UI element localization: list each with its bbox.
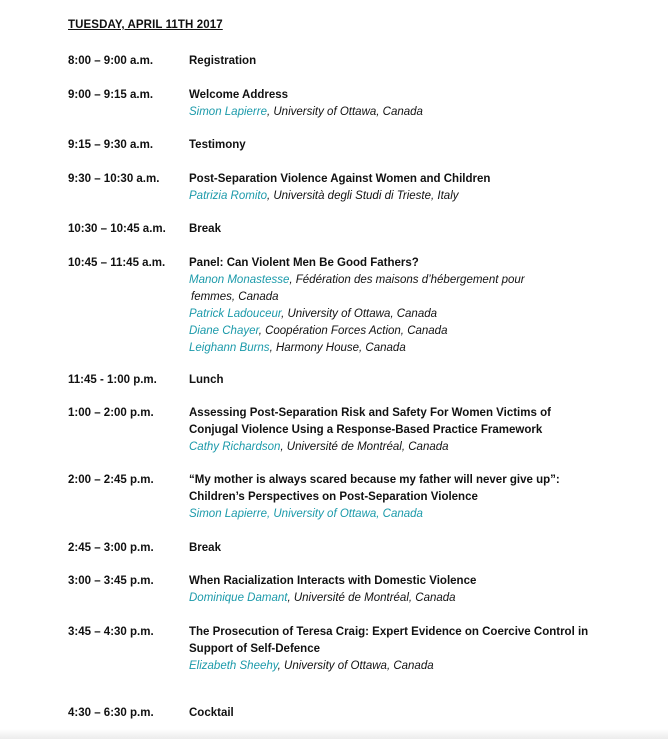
speaker-affiliation: , University of Ottawa, Canada <box>277 660 434 672</box>
session-title-line: Support of Self-Defence <box>189 643 320 655</box>
session-content <box>189 472 619 523</box>
speaker-affiliation: , University of Ottawa, Canada <box>266 508 423 520</box>
session-time: 3:00 – 3:45 p.m. <box>68 575 154 587</box>
session-title-line: The Prosecution of Teresa Craig: Expert Evidence on Coercive Control in <box>189 626 589 638</box>
speaker <box>189 590 619 607</box>
speaker-affiliation: , Université de Montréal, Canada <box>280 441 449 453</box>
session-title: Panel: Can Violent Men Be Good Fathers? <box>189 257 419 269</box>
speaker <box>189 306 619 323</box>
session-title: Break <box>189 542 221 554</box>
speaker <box>189 323 619 340</box>
session-time: 3:45 – 4:30 p.m. <box>68 626 154 638</box>
session-content <box>189 171 619 205</box>
session-title: Break <box>189 223 221 235</box>
speaker-name: Patrick Ladouceur <box>189 308 282 320</box>
session-time: 2:45 – 3:00 p.m. <box>68 542 154 554</box>
speaker-affiliation: , Coopération Forces Action, Canada <box>258 325 448 337</box>
session-title: Welcome Address <box>189 89 289 101</box>
speaker <box>189 506 619 523</box>
speaker-name: Leighann Burns <box>189 342 270 354</box>
session-title: Testimony <box>189 139 246 151</box>
session-content <box>189 221 619 238</box>
session-time: 9:15 – 9:30 a.m. <box>68 139 154 151</box>
speaker-name: Diane Chayer <box>189 325 259 337</box>
speaker-name: Manon Monastesse <box>189 274 290 286</box>
speaker-name: Simon Lapierre <box>189 106 267 118</box>
session-title-line: Children’s Perspectives on Post-Separation Violence <box>189 491 478 503</box>
session-time: 9:30 – 10:30 a.m. <box>68 173 160 185</box>
speaker-continuation <box>189 289 619 306</box>
speaker-name: Elizabeth Sheehy <box>189 660 278 672</box>
speaker-affiliation: , Università degli Studi di Trieste, Italy <box>266 190 459 202</box>
session-title: When Racialization Interacts with Domestic Violence <box>189 575 477 587</box>
speaker-name: Cathy Richardson <box>189 441 281 453</box>
speaker-affiliation: , University of Ottawa, Canada <box>266 106 423 118</box>
speaker <box>189 104 619 121</box>
speaker-affiliation: femmes, Canada <box>191 291 279 303</box>
speaker-name: Patrizia Romito <box>189 190 267 202</box>
session-title-line: Assessing Post-Separation Risk and Safety For Women Victims of <box>189 407 551 419</box>
session-title-line: “My mother is always scared because my father will never give up”: <box>189 474 560 486</box>
speaker <box>189 340 619 357</box>
page-bottom-shadow <box>0 729 668 739</box>
session-content <box>189 573 619 607</box>
session-time: 9:00 – 9:15 a.m. <box>68 89 154 101</box>
session-time: 4:30 – 6:30 p.m. <box>68 707 154 719</box>
session-time: 10:30 – 10:45 a.m. <box>68 223 166 235</box>
speaker <box>189 188 619 205</box>
session-content <box>189 372 619 389</box>
session-content <box>189 624 619 675</box>
speaker <box>189 439 619 456</box>
session-content <box>189 87 619 121</box>
session-title-line: Conjugal Violence Using a Response-Based Practice Framework <box>189 424 543 436</box>
session-content <box>189 53 619 70</box>
session-title: Registration <box>189 55 257 67</box>
session-title: Cocktail <box>189 707 234 719</box>
session-time: 1:00 – 2:00 p.m. <box>68 407 154 419</box>
day-heading: TUESDAY, APRIL 11TH 2017 <box>68 19 223 31</box>
speaker-affiliation: , University of Ottawa, Canada <box>281 308 438 320</box>
speaker-affiliation: , Université de Montréal, Canada <box>287 592 456 604</box>
session-content <box>189 705 619 722</box>
session-content <box>189 540 619 557</box>
session-time: 2:00 – 2:45 p.m. <box>68 474 154 486</box>
session-title: Lunch <box>189 374 224 386</box>
speaker <box>189 658 619 675</box>
session-time: 10:45 – 11:45 a.m. <box>68 257 166 269</box>
speaker-affiliation: , Harmony House, Canada <box>269 342 406 354</box>
session-content <box>189 137 619 154</box>
session-time: 11:45 - 1:00 p.m. <box>68 374 157 386</box>
speaker-name: Dominique Damant <box>189 592 288 604</box>
session-time: 8:00 – 9:00 a.m. <box>68 55 154 67</box>
speaker <box>189 272 619 289</box>
speaker-affiliation: , Fédération des maisons d’hébergement pour <box>289 274 525 286</box>
session-content <box>189 255 619 357</box>
session-content <box>189 405 619 456</box>
session-title: Post-Separation Violence Against Women and Children <box>189 173 491 185</box>
speaker-name: Simon Lapierre <box>189 508 267 520</box>
